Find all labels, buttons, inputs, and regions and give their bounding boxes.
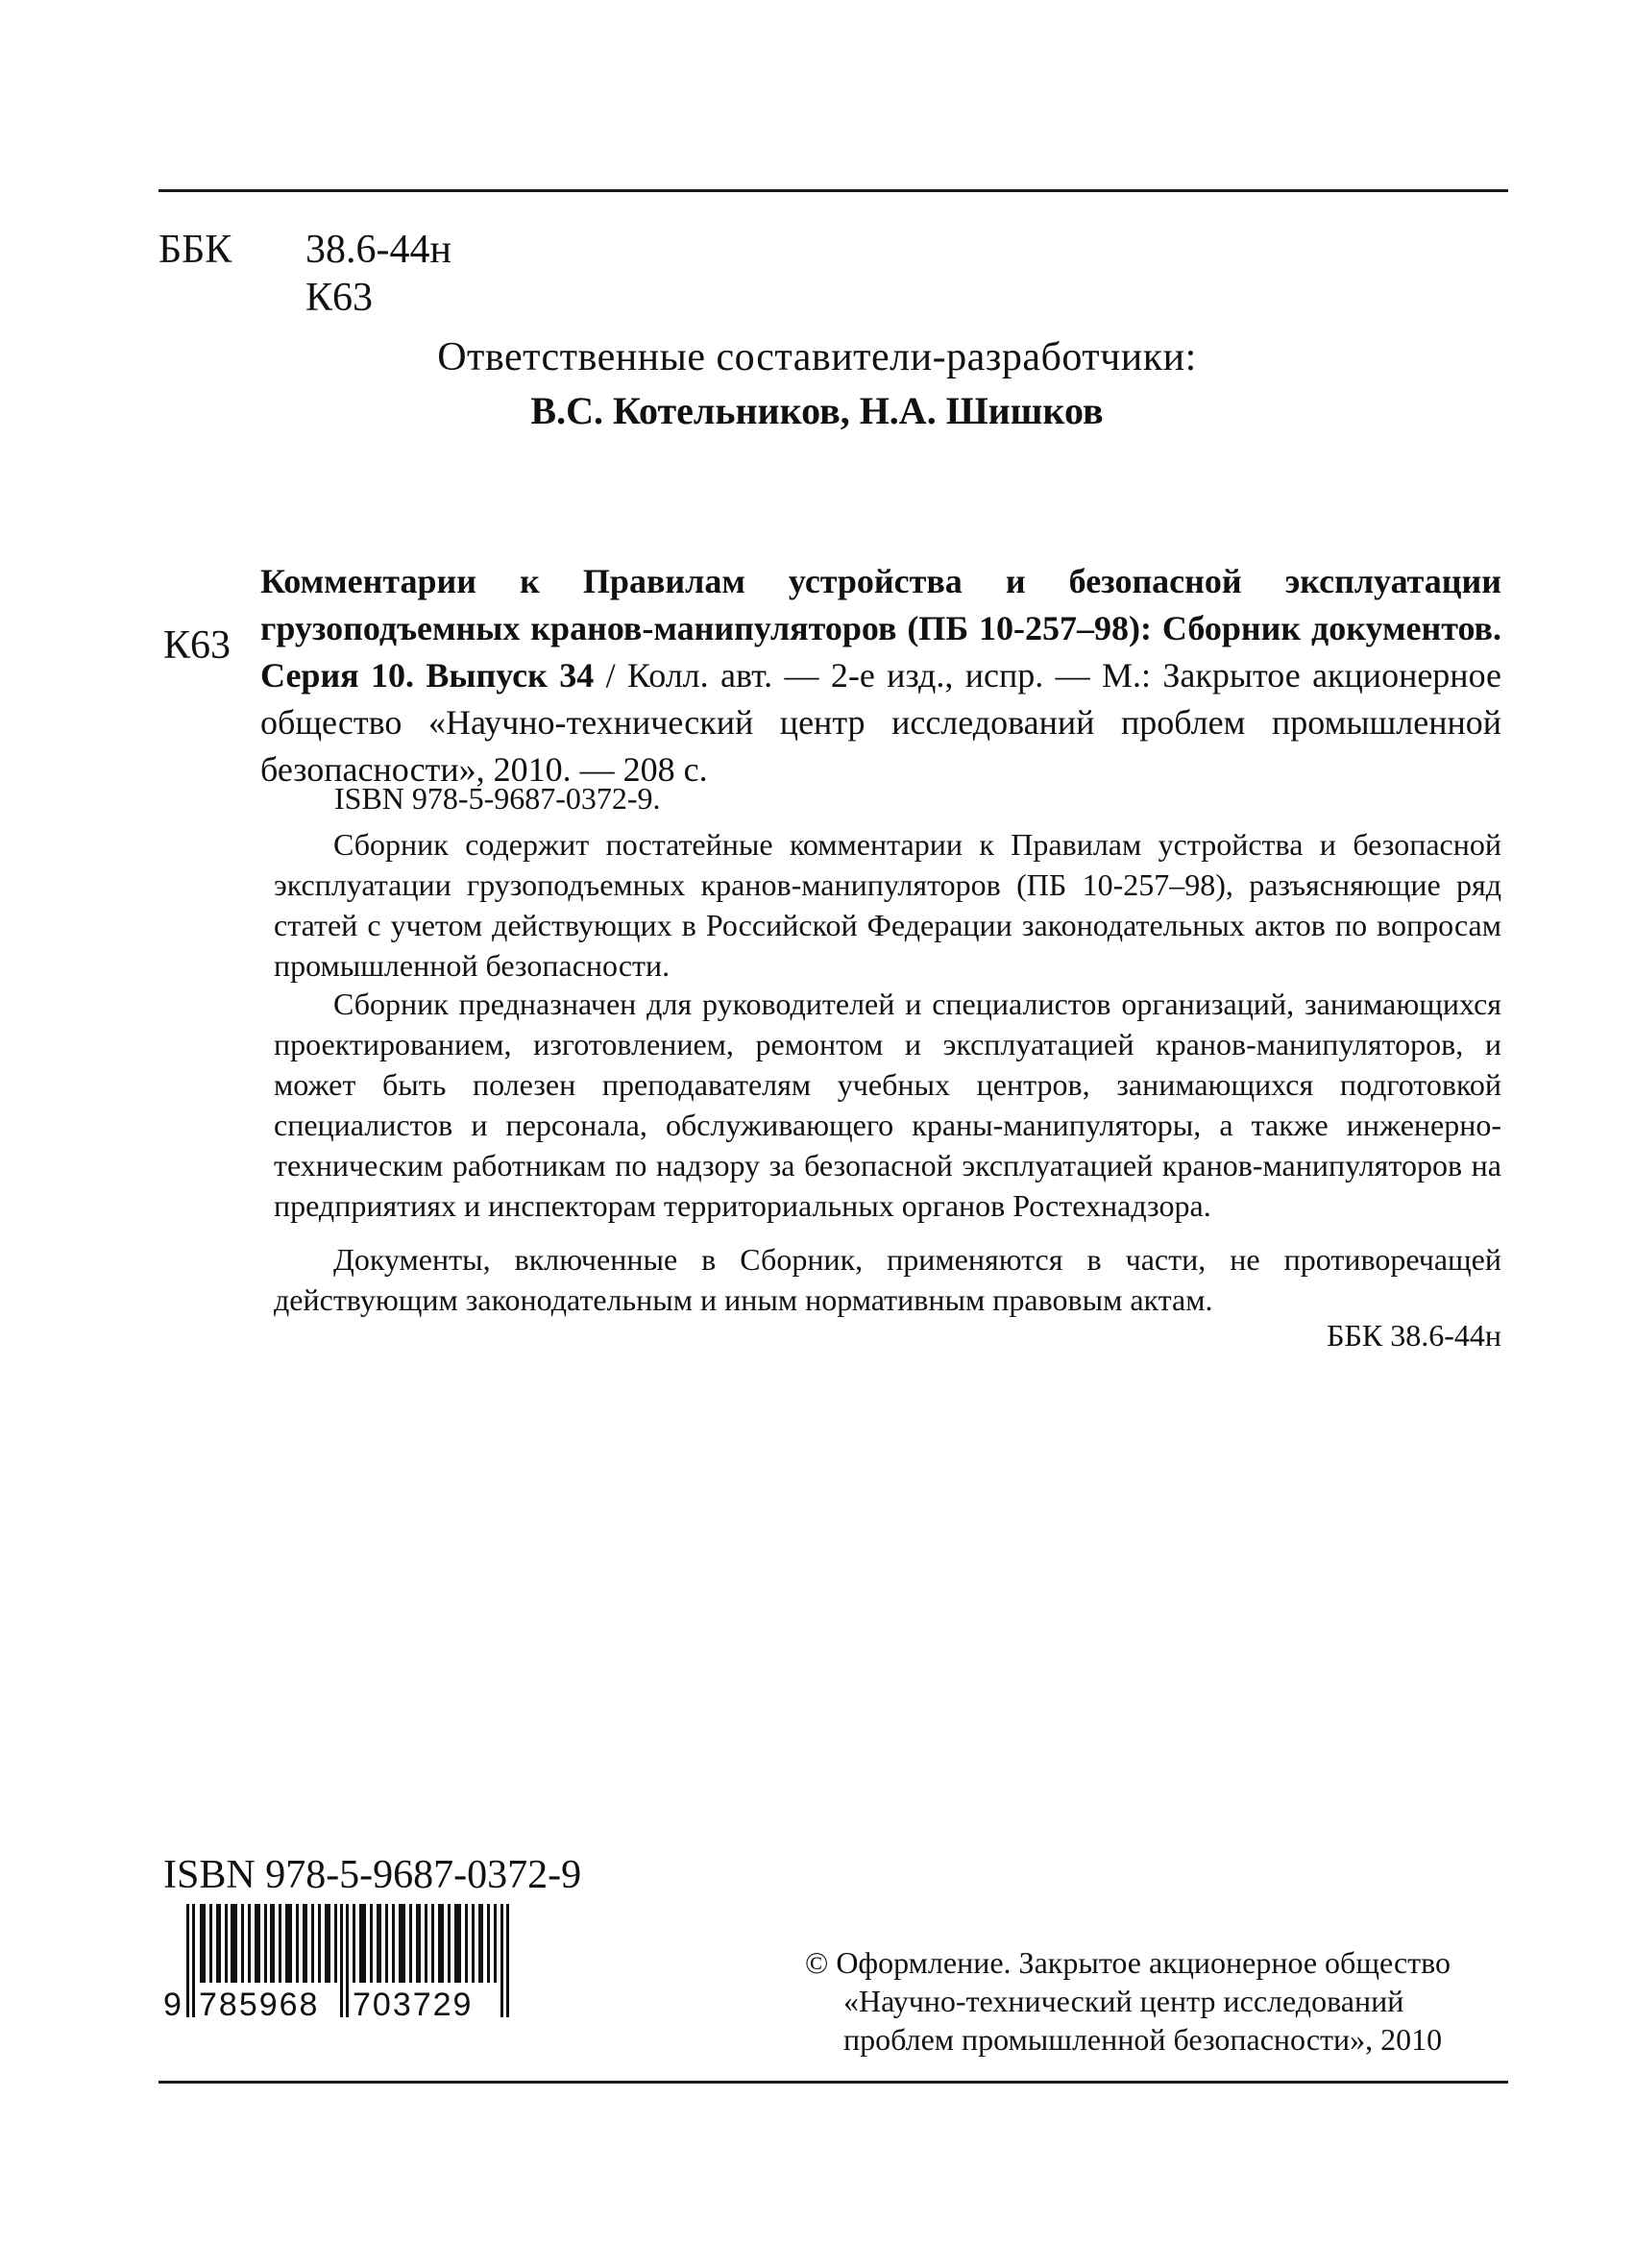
barcode-digits-group-1: 785968 <box>199 1987 320 2017</box>
isbn-barcode <box>163 1904 557 2017</box>
copyright-line-1: © Оформление. Закрытое акционерное общество <box>805 1945 1451 1980</box>
bottom-rule <box>159 2081 1508 2084</box>
isbn-barcode-label: ISBN 978-5-9687-0372-9 <box>163 1853 582 1897</box>
bibliographic-details: / Колл. авт. — 2-е изд., испр. — М.: Закрытое акционерное общество «Научно-технический центр исследований проблем промышленной безопасности», 2010. — 208 с. <box>260 656 1501 789</box>
responsible-label: Ответственные составители-разработчики: <box>437 335 1197 379</box>
annotation-paragraph-3: Документы, включенные в Сборник, применяются в части, не противоречащей действующим законодательным и иным нормативным правовым актам. <box>274 1242 1501 1317</box>
bbk-label: ББК <box>159 228 232 272</box>
bibliographic-record <box>260 558 1501 793</box>
barcode-digits-group-2: 703729 <box>353 1987 474 2017</box>
author-mark: К63 <box>305 276 374 320</box>
bibliographic-title: Комментарии к Правилам устройства и безопасной эксплуатации грузоподъемных кранов-манипуляторов (ПБ 10-257–98): Сборник документов. Серия 10. Выпуск 34 <box>260 562 1501 695</box>
copyright-line-2: «Научно-технический центр исследований <box>843 1984 1404 2018</box>
top-rule <box>159 189 1508 192</box>
bbk-code: 38.6-44н <box>305 228 451 272</box>
copyright-notice <box>805 1943 1516 2059</box>
isbn-line: ISBN 978-5-9687-0372-9. <box>334 781 661 816</box>
responsible-names: В.С. Котельников, Н.А. Шишков <box>530 389 1104 432</box>
annotation-paragraph-2: Сборник предназначен для руководителей и специалистов организаций, занимающихся проектированием, изготовлением, ремонтом и эксплуатацией кранов-манипуляторов, и может быть полезен преподавателям учебных центров, занимающихся подготовкой специалистов и персонала, обслуживающего краны-манипуляторы, а также инженерно-техническим работникам по надзору за безопасной эксплуатацией кранов-манипуляторов на предприятиях и инспекторам территориальных органов Ростехнадзора. <box>274 987 1501 1223</box>
barcode-digit-first: 9 <box>163 1987 182 2017</box>
copyright-line-3: проблем промышленной безопасности», 2010 <box>843 2022 1443 2057</box>
annotation-paragraph-1: Сборник содержит постатейные комментарии к Правилам устройства и безопасной эксплуатации грузоподъемных кранов-манипуляторов (ПБ 10-257–98), разъясняющие ряд статей с учетом действующих в Российской Федерации законодательных актов по вопросам промышленной безопасности. <box>274 827 1501 983</box>
side-author-mark: К63 <box>163 623 232 668</box>
bbk-code-right: ББК 38.6-44н <box>1327 1318 1501 1353</box>
